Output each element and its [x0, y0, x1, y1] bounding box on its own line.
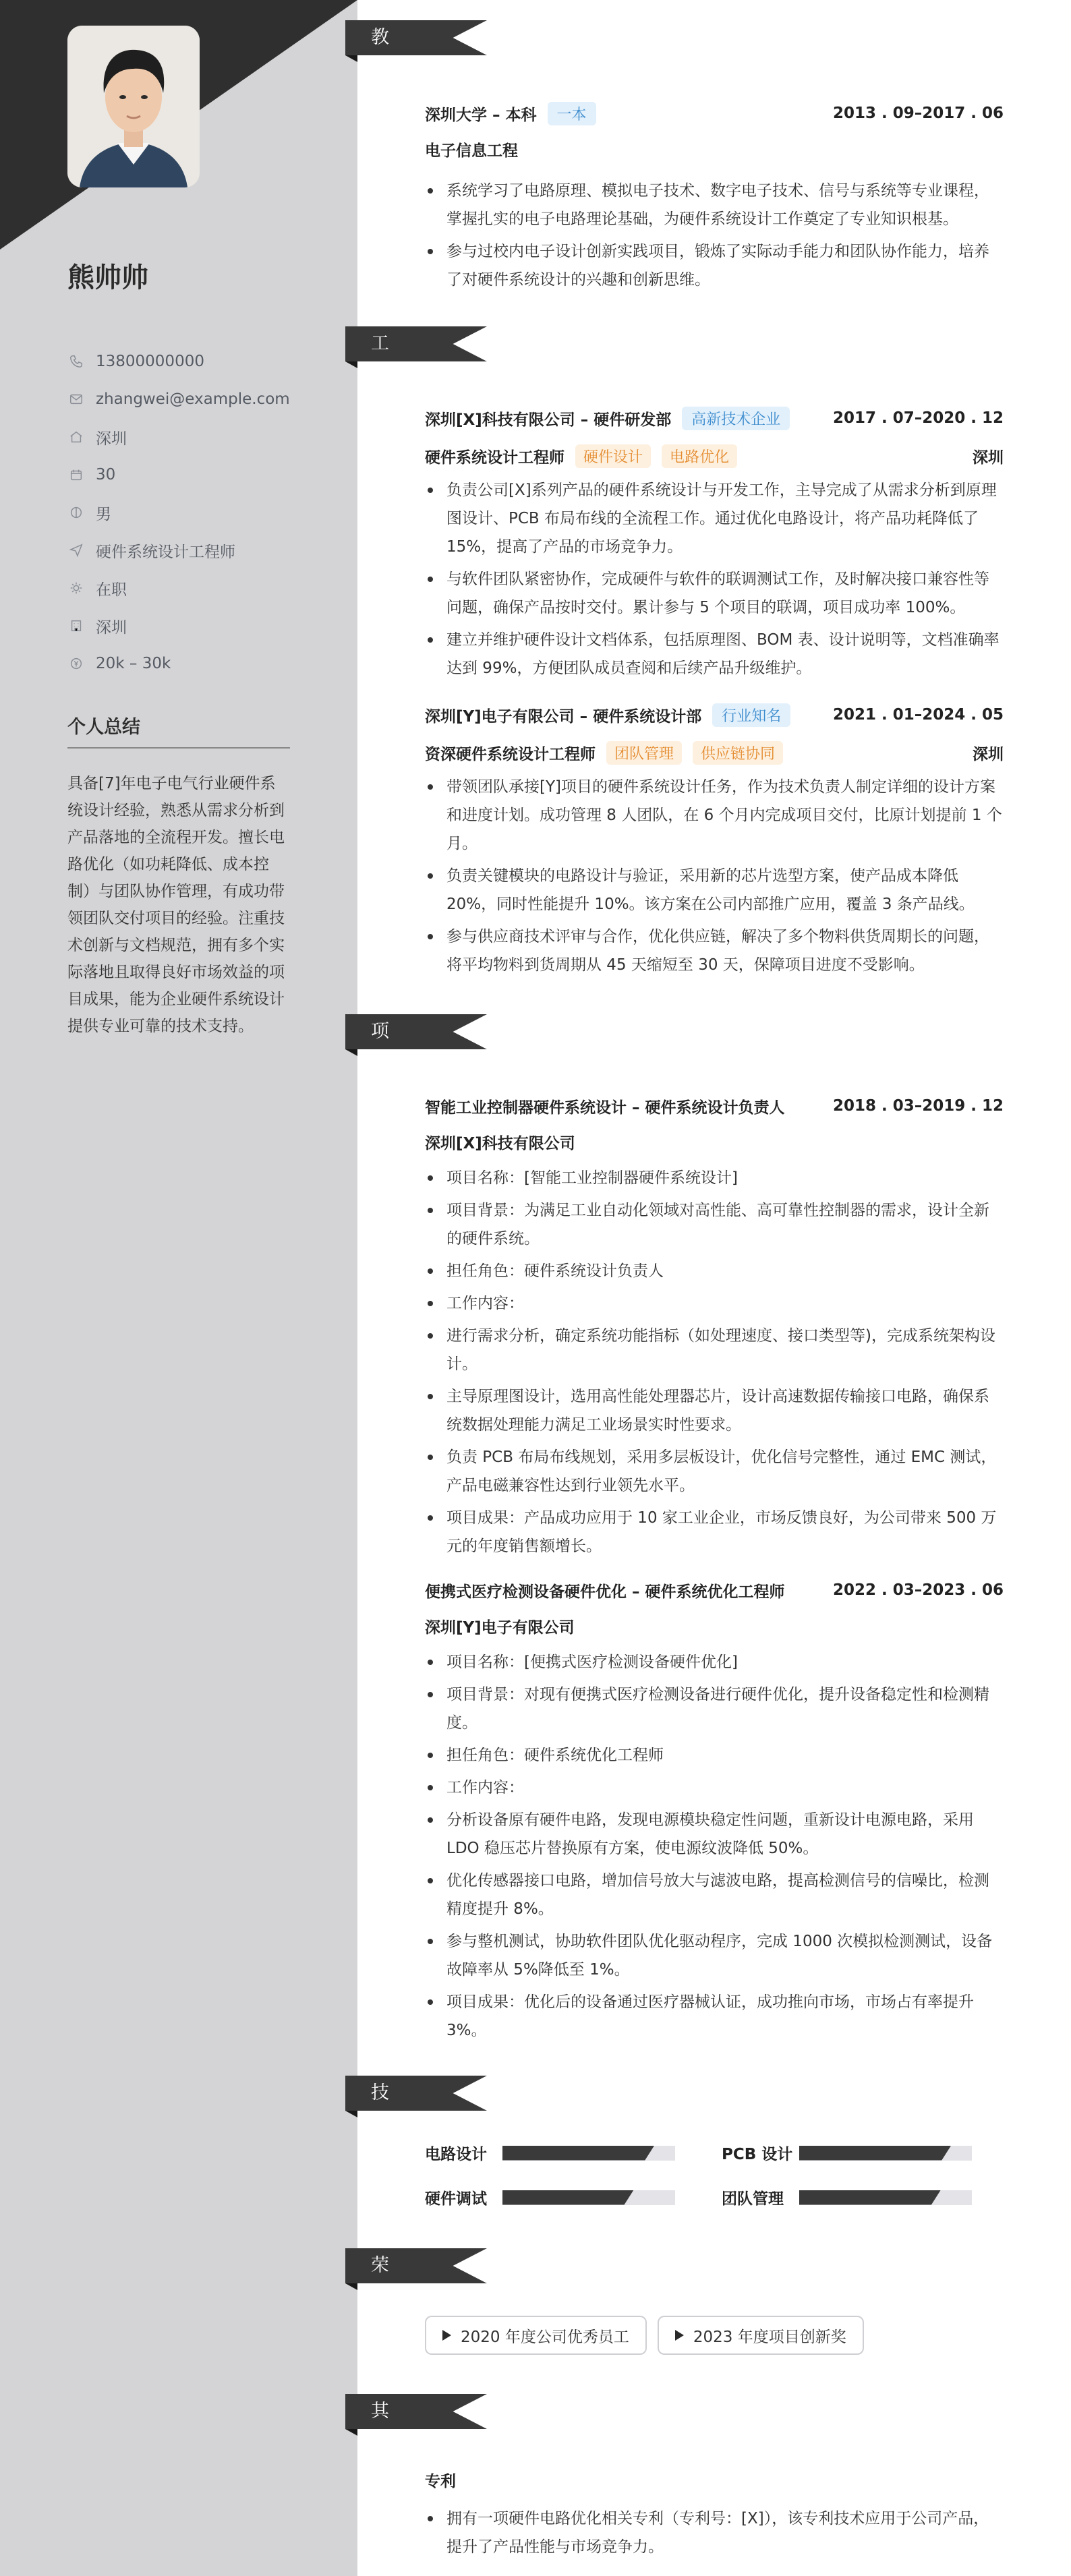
work-entry-1 [425, 405, 1004, 686]
section-title: 工作经历 [371, 333, 389, 459]
list-item: 系统学习了电路原理、模拟电子技术、数字电子技术、信号与系统等专业课程，掌握扎实的电子电路理论基础，为硬件系统设计工作奠定了专业知识根基。 [425, 177, 1004, 233]
skill-tag: 供应链协同 [693, 741, 783, 765]
awards-list [425, 2316, 864, 2355]
list-item: 与软件团队紧密协作，完成硬件与软件的联调测试工作，及时解决接口兼容性等问题，确保产品按时交付。累计参与 5 个项目的联调，项目成功率 100%。 [425, 565, 1004, 622]
work-role-row [425, 739, 1004, 766]
work-city: 深圳 [973, 448, 1004, 467]
education-entry [425, 100, 1004, 298]
project-title: 智能工业控制器硬件系统设计 – 硬件系统设计负责人 [425, 1099, 785, 1117]
award-badge [425, 2316, 647, 2355]
skill-bar-fill [799, 2190, 941, 2205]
info-position [67, 531, 290, 569]
info-phone [67, 343, 290, 380]
main-content [357, 0, 1071, 2576]
project-date: 2022 . 03–2023 . 06 [832, 1581, 1004, 1599]
list-item: 进行需求分析，确定系统功能指标（如处理速度、接口类型等)，完成系统架构设计。 [425, 1322, 1004, 1378]
project-company: 深圳[X]科技有限公司 [425, 1135, 575, 1152]
project-header-row [425, 1092, 1004, 1119]
project-entry-1 [425, 1092, 1004, 1564]
work-date: 2017 . 07–2020 . 12 [832, 409, 1004, 427]
section-title: 荣誉奖项 [371, 2255, 389, 2381]
education-header-row [425, 100, 1004, 127]
salary-icon [67, 655, 85, 672]
school-tag: 一本 [548, 102, 596, 125]
skill-tag: 硬件设计 [575, 444, 651, 468]
skill-bar [799, 2146, 972, 2161]
info-salary [67, 645, 290, 682]
section-tab [345, 326, 487, 361]
company-tag: 行业知名 [712, 703, 790, 727]
list-item: 负责关键模块的电路设计与验证，采用新的芯片选型方案，使产品成本降低 20%，同时性能提升 10%。该方案在公司内部推广应用，覆盖 3 条产品线。 [425, 862, 1004, 918]
info-age [67, 456, 290, 494]
list-item: 负责 PCB 布局布线规划，采用多层板设计，优化信号完整性，通过 EMC 测试，产品电磁兼容性达到行业领先水平。 [425, 1443, 1004, 1500]
role-title: 硬件系统设计工程师 [425, 448, 565, 467]
skill-bar-fill [502, 2190, 634, 2205]
status-icon [67, 579, 85, 597]
sidebar [0, 0, 357, 2576]
skill-name: 硬件调试 [425, 2190, 487, 2208]
list-item: 项目成果：优化后的设备通过医疗器械认证，成功推向市场，市场占有率提升 3%。 [425, 1988, 1004, 2045]
work-entry-2 [425, 701, 1004, 983]
work-role-row [425, 442, 1004, 469]
list-item: 参与供应商技术评审与合作，优化供应链，解决了多个物料供货周期长的问题，将平均物料到货周期从 45 天缩短至 30 天，保障项目进度不受影响。 [425, 923, 1004, 979]
skill-item [722, 2142, 972, 2164]
education-bullets [425, 177, 1004, 294]
avatar-portrait [67, 26, 200, 187]
status-text: 在职 [96, 581, 127, 599]
section-tab [345, 1014, 487, 1049]
position-text: 硬件系统设计工程师 [96, 543, 235, 561]
list-item: 参与整机测试，协助软件团队优化驱动程序，完成 1000 次模拟检测测试，设备故障率从 5%降低至 1%。 [425, 1927, 1004, 1984]
list-item: 带领团队承接[Y]项目的硬件系统设计任务，作为技术负责人制定详细的设计方案和进度计划。成功管理 8 人团队，在 6 个月内完成项目交付，比原计划提前 1 个月。 [425, 773, 1004, 858]
skill-name: 团队管理 [722, 2190, 784, 2208]
skill-bar [502, 2190, 675, 2205]
company-name: 深圳[Y]电子有限公司 – 硬件系统设计部 [425, 707, 702, 726]
gender-icon [67, 504, 85, 521]
list-item: 工作内容： [425, 1289, 1004, 1318]
work-header-row [425, 701, 1004, 728]
skill-bar [799, 2190, 972, 2205]
project-header-row [425, 1577, 1004, 1604]
list-item: 分析设备原有硬件电路，发现电源模块稳定性问题，重新设计电源电路，采用 LDO 稳压芯片替换原有方案，使电源纹波降低 50%。 [425, 1806, 1004, 1863]
phone-text: 13800000000 [96, 353, 204, 370]
gender-text: 男 [96, 505, 111, 523]
other-bullets [425, 2505, 1004, 2561]
list-item: 主导原理图设计，选用高性能处理器芯片，设计高速数据传输接口电路，确保系统数据处理能力满足工业场景实时性要求。 [425, 1382, 1004, 1439]
section-tab [345, 2248, 487, 2283]
project-date: 2018 . 03–2019 . 12 [832, 1097, 1004, 1115]
school-name: 深圳大学 – 本科 [425, 106, 537, 124]
company-name: 深圳[X]科技有限公司 – 硬件研发部 [425, 411, 672, 429]
play-icon [442, 2330, 451, 2341]
email-text: zhangwei@example.com [96, 390, 290, 408]
info-status [67, 569, 290, 607]
skill-item [722, 2186, 972, 2208]
list-item: 参与过校内电子设计创新实践项目，锻炼了实际动手能力和团队协作能力，培养了对硬件系统设计的兴趣和创新思维。 [425, 237, 1004, 294]
summary-text: 具备[7]年电子电气行业硬件系统设计经验，熟悉从需求分析到产品落地的全流程开发。擅长电路优化（如功耗降低、成本控制）与团队协作管理，有成功带领团队交付项目的经验。注重技术创新与文档规范，拥有多个实际落地且取得良好市场效益的项目成果，能为企业硬件系统设计提供专业可靠的技术支持。 [67, 775, 285, 1035]
list-item: 担任角色：硬件系统设计负责人 [425, 1257, 1004, 1285]
summary-title: 个人总结 [67, 717, 140, 738]
list-item: 项目名称：[智能工业控制器硬件系统设计] [425, 1164, 1004, 1192]
home-text: 深圳 [96, 430, 127, 448]
info-gender [67, 494, 290, 531]
section-tab [345, 2076, 487, 2111]
work-header-row [425, 405, 1004, 432]
list-item: 项目背景：对现有便携式医疗检测设备进行硬件优化，提升设备稳定性和检测精度。 [425, 1680, 1004, 1737]
calendar-icon [67, 466, 85, 484]
section-title: 项目经历 [371, 1021, 389, 1147]
work-bullets [425, 773, 1004, 979]
contact-info [67, 343, 290, 682]
location-text: 深圳 [96, 618, 127, 637]
avatar [67, 26, 200, 187]
home-icon [67, 428, 85, 446]
section-title: 其他信息 [371, 2401, 389, 2527]
other-entry [425, 2468, 1004, 2565]
info-location [67, 607, 290, 645]
project-entry-2 [425, 1577, 1004, 2049]
salary-text: 20k – 30k [96, 655, 171, 672]
list-item: 优化传感器接口电路，增加信号放大与滤波电路，提高检测信号的信噪比，检测精度提升 8%。 [425, 1867, 1004, 1923]
send-icon [67, 541, 85, 559]
section-tab [345, 20, 487, 55]
skill-bar [502, 2146, 675, 2161]
skill-item [425, 2142, 675, 2164]
skill-bar-fill [799, 2146, 951, 2161]
role-title: 资深硬件系统设计工程师 [425, 745, 596, 763]
project-company: 深圳[Y]电子有限公司 [425, 1619, 575, 1637]
section-tab [345, 2394, 487, 2429]
skill-tag: 电路优化 [662, 444, 737, 468]
skill-tag: 团队管理 [606, 741, 682, 765]
work-bullets [425, 476, 1004, 682]
education-date: 2013 . 09–2017 . 06 [832, 105, 1004, 122]
list-item: 项目成果：产品成功应用于 10 家工业企业，市场反馈良好，为公司带来 500 万元的年度销售额增长。 [425, 1504, 1004, 1560]
section-title: 教育经历 [371, 27, 389, 153]
company-tag: 高新技术企业 [682, 407, 790, 430]
work-date: 2021 . 01–2024 . 05 [832, 706, 1004, 724]
summary-divider [67, 747, 290, 749]
age-text: 30 [96, 466, 116, 484]
building-icon [67, 617, 85, 635]
award-label: 2023 年度项目创新奖 [693, 2328, 846, 2346]
section-title: 技能专长 [371, 2082, 389, 2208]
award-label: 2020 年度公司优秀员工 [461, 2328, 629, 2346]
work-city: 深圳 [973, 745, 1004, 763]
list-item: 建立并维护硬件设计文档体系，包括原理图、BOM 表、设计说明等，文档准确率达到 99%，方便团队成员查阅和后续产品升级维护。 [425, 626, 1004, 682]
info-home [67, 418, 290, 456]
candidate-name: 熊帅帅 [67, 262, 148, 293]
major: 电子信息工程 [425, 142, 518, 160]
skill-bar-fill [502, 2146, 654, 2161]
project-bullets [425, 1648, 1004, 2045]
list-item: 担任角色：硬件系统优化工程师 [425, 1741, 1004, 1769]
skill-item [425, 2186, 675, 2208]
phone-icon [67, 353, 85, 370]
award-badge [658, 2316, 864, 2355]
list-item: 工作内容： [425, 1774, 1004, 1802]
list-item: 项目背景：为满足工业自动化领域对高性能、高可靠性控制器的需求，设计全新的硬件系统。 [425, 1196, 1004, 1253]
email-icon [67, 390, 85, 408]
patent-title: 专利 [425, 2473, 456, 2490]
play-icon [675, 2330, 684, 2341]
skill-name: PCB 设计 [722, 2146, 793, 2163]
skill-name: 电路设计 [425, 2146, 487, 2163]
list-item: 拥有一项硬件电路优化相关专利（专利号：[X]），该专利技术应用于公司产品，提升了产品性能与市场竞争力。 [425, 2505, 1004, 2561]
project-bullets [425, 1164, 1004, 1560]
list-item: 负责公司[X]系列产品的硬件系统设计与开发工作，主导完成了从需求分析到原理图设计、PCB 布局布线的全流程工作。通过优化电路设计，将产品功耗降低了15%，提高了产品的市场竞争力。 [425, 476, 1004, 561]
list-item: 项目名称：[便携式医疗检测设备硬件优化] [425, 1648, 1004, 1676]
info-email [67, 380, 290, 418]
project-title: 便携式医疗检测设备硬件优化 – 硬件系统优化工程师 [425, 1583, 785, 1601]
